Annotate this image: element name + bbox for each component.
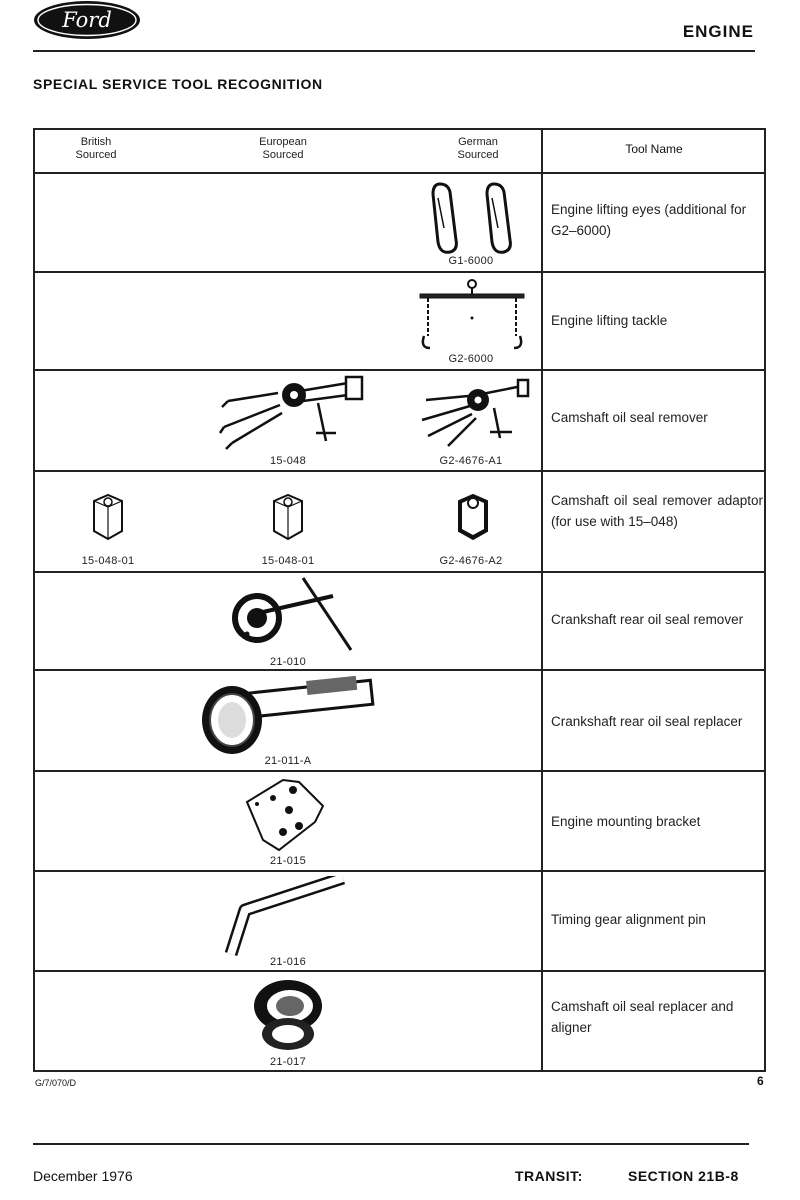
lifting-tackle-illustration <box>416 278 528 353</box>
table-rule <box>33 770 766 772</box>
header-rule <box>33 50 755 52</box>
tool-code: 21-017 <box>269 1056 307 1068</box>
tool-name: Timing gear alignment pin <box>551 912 706 927</box>
table-rule <box>33 369 766 371</box>
ford-logo <box>32 0 142 40</box>
table-rule <box>33 470 766 472</box>
col-tool-name: Tool Name <box>625 142 683 156</box>
tool-name: Camshaft oil seal replacer and aligner <box>551 999 734 1035</box>
alignment-pin-illustration <box>223 876 353 956</box>
table-rule <box>33 1070 766 1072</box>
seal-replacer-illustration <box>198 676 378 758</box>
tool-code: 21-011-A <box>264 755 312 767</box>
tool-table <box>33 128 766 1072</box>
table-rule <box>33 870 766 872</box>
reference-code: G/7/070/D <box>35 1078 77 1088</box>
table-border <box>33 128 35 1072</box>
mounting-bracket-illustration <box>243 776 333 856</box>
tool-code: G2-4676-A2 <box>439 555 503 567</box>
adaptor-illustration <box>88 493 128 541</box>
tool-name: Crankshaft rear oil seal replacer <box>551 714 743 729</box>
table-rule <box>33 172 766 174</box>
col-german: German Sourced <box>457 136 499 161</box>
lifting-eyes-illustration <box>428 178 518 258</box>
section-title: ENGINE <box>682 22 754 41</box>
tool-name: Engine mounting bracket <box>551 814 701 829</box>
col-british: British Sourced <box>75 136 117 161</box>
tool-code: 15-048-01 <box>81 555 135 567</box>
logo-text: Ford <box>62 8 112 32</box>
tool-code: G2-6000 <box>448 353 494 365</box>
page-mark: 6 <box>757 1074 764 1088</box>
tool-name: Engine lifting tackle <box>551 313 668 328</box>
tool-name: Engine lifting eyes (additional for G2–6000) <box>551 202 747 238</box>
table-rule <box>33 571 766 573</box>
tool-code: 21-015 <box>269 855 307 867</box>
tool-code: 15-048-01 <box>261 555 315 567</box>
tool-name: Crankshaft rear oil seal remover <box>551 612 744 627</box>
puller-illustration <box>218 373 368 455</box>
seal-remover-illustration <box>223 576 358 656</box>
table-rule <box>33 970 766 972</box>
footer-rule <box>33 1143 749 1145</box>
publication-date: December 1976 <box>33 1168 133 1184</box>
tool-code: 21-010 <box>269 656 307 668</box>
table-border <box>764 128 766 1072</box>
tool-code: G1-6000 <box>448 255 494 267</box>
vehicle-model: TRANSIT: <box>515 1168 583 1184</box>
tool-code: G2-4676-A1 <box>439 455 503 467</box>
table-rule <box>33 271 766 273</box>
seal-aligner-illustration <box>248 976 328 1056</box>
table-rule <box>33 669 766 671</box>
tool-name: Camshaft oil seal remover <box>551 410 708 425</box>
table-border <box>541 128 543 1072</box>
tool-code: 21-016 <box>269 956 307 968</box>
tool-name: Camshaft oil seal remover adaptor (for use with 15–048) <box>551 493 763 529</box>
adaptor-illustration <box>453 493 493 541</box>
tool-code: 15-048 <box>269 455 307 467</box>
table-rule <box>33 128 766 130</box>
adaptor-illustration <box>268 493 308 541</box>
col-european: European Sourced <box>259 136 307 161</box>
puller-illustration <box>418 378 530 450</box>
section-number: SECTION 21B-8 <box>628 1168 739 1184</box>
page-subtitle: SPECIAL SERVICE TOOL RECOGNITION <box>33 76 323 92</box>
